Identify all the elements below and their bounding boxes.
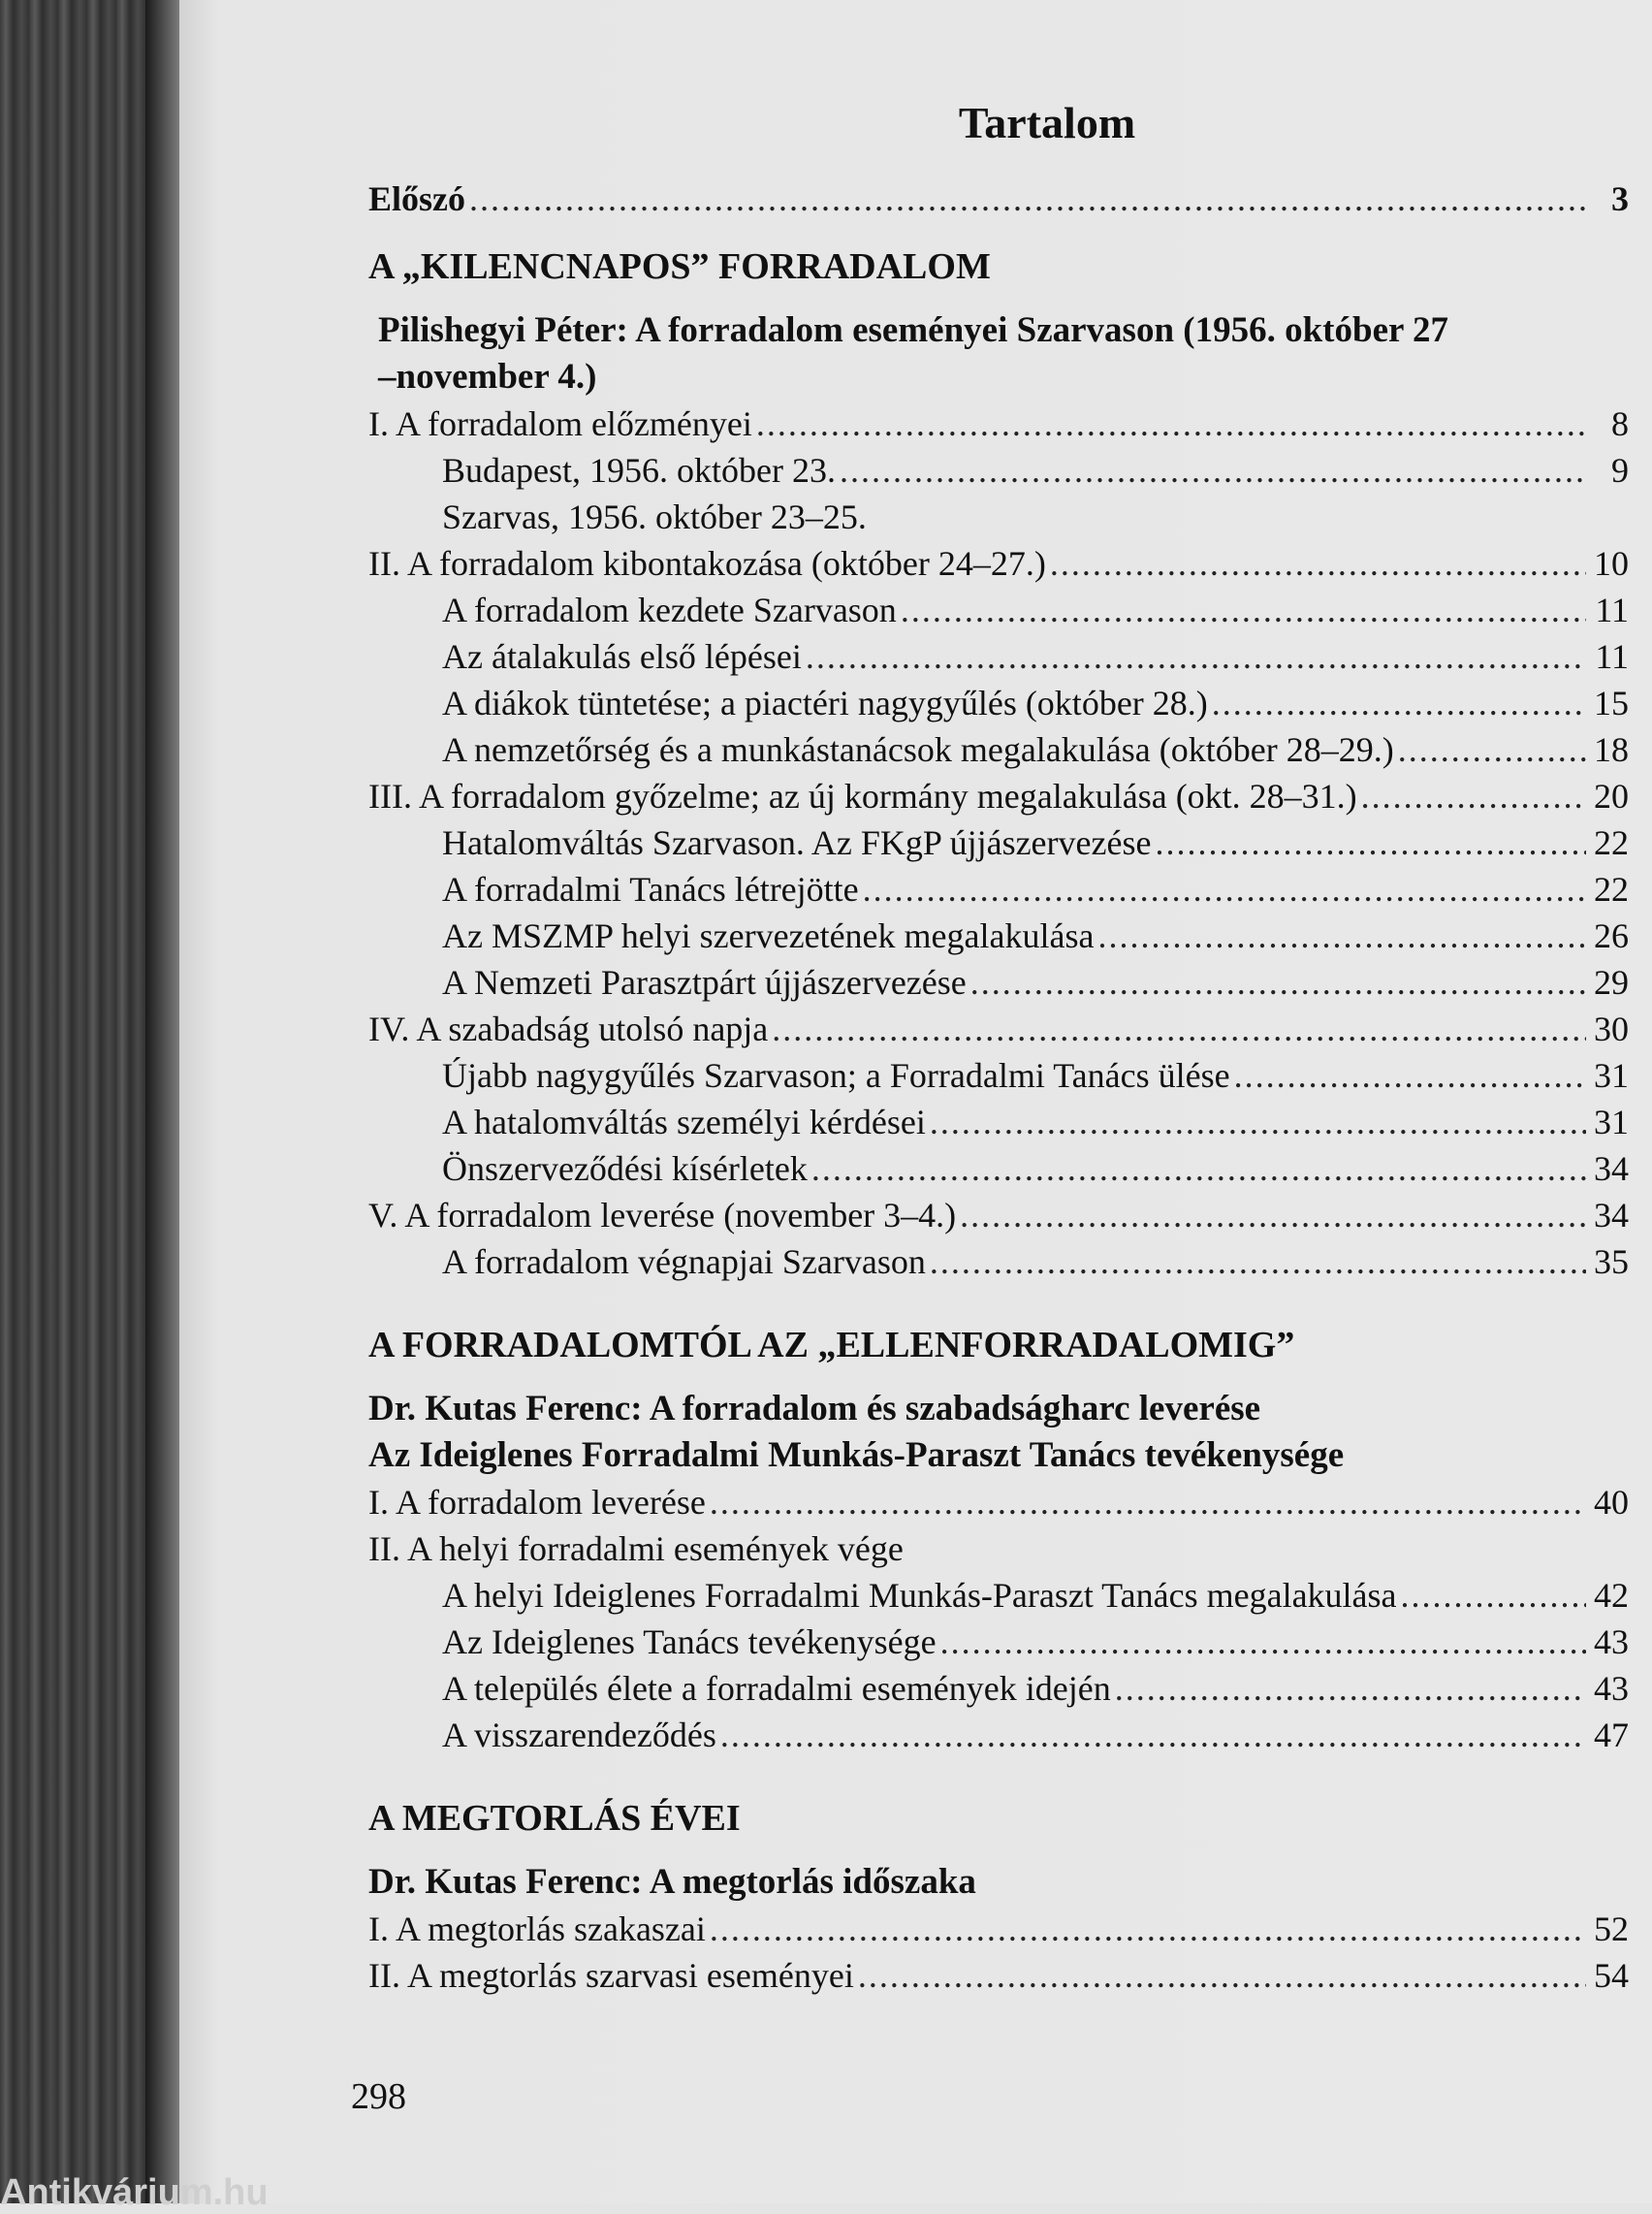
leader-dots bbox=[1234, 1052, 1586, 1099]
author-title-line-1: Pilishegyi Péter: A forradalom eseményei Szarvason (1956. október 27 bbox=[378, 310, 1449, 350]
author-title-line-1: Dr. Kutas Ferenc: A megtorlás időszaka bbox=[368, 1862, 976, 1902]
chapter-author-title bbox=[368, 1386, 1629, 1479]
toc-entry-page: 3 bbox=[1611, 179, 1629, 218]
chapter-author-title bbox=[368, 1859, 1629, 1906]
toc-entry bbox=[368, 1006, 1629, 1052]
toc-entry bbox=[368, 633, 1629, 680]
toc-entry-page: 18 bbox=[1594, 730, 1629, 769]
leader-dots bbox=[811, 1145, 1586, 1192]
toc-entry bbox=[368, 447, 1629, 494]
toc-entry-page: 31 bbox=[1594, 1103, 1629, 1141]
table-of-contents bbox=[368, 97, 1629, 1999]
toc-entry-page: 40 bbox=[1594, 1483, 1629, 1522]
toc-entry-page: 43 bbox=[1594, 1669, 1629, 1708]
toc-entry bbox=[368, 1952, 1629, 1999]
leader-dots bbox=[960, 1192, 1586, 1238]
leader-dots bbox=[840, 447, 1586, 494]
toc-entry bbox=[368, 819, 1629, 866]
toc-entry-page: 35 bbox=[1594, 1242, 1629, 1281]
toc-entry bbox=[368, 1712, 1629, 1758]
leader-dots bbox=[756, 401, 1586, 447]
leader-dots bbox=[863, 866, 1586, 913]
toc-entry bbox=[368, 540, 1629, 587]
toc-entry-text: I. A forradalom leverése bbox=[368, 1483, 706, 1522]
section-heading-1: A „KILENCNAPOS” FORRADALOM bbox=[368, 246, 991, 287]
toc-entry-page: 47 bbox=[1594, 1716, 1629, 1754]
toc-entry-page: 8 bbox=[1611, 404, 1629, 443]
toc-entry-text: Előszó bbox=[368, 179, 466, 218]
toc-entry bbox=[368, 773, 1629, 819]
watermark: Antikvárium.hu bbox=[0, 2172, 269, 2213]
toc-entry-text: A Nemzeti Parasztpárt újjászervezése bbox=[442, 963, 967, 1002]
leader-dots bbox=[710, 1906, 1586, 1952]
leader-dots bbox=[930, 1099, 1586, 1145]
toc-entry-page: 34 bbox=[1594, 1196, 1629, 1235]
toc-entry bbox=[368, 726, 1629, 773]
leader-dots bbox=[1115, 1665, 1586, 1712]
toc-entry-text: Újabb nagygyűlés Szarvason; a Forradalmi Tanács ülése bbox=[442, 1056, 1230, 1095]
toc-entry-page: 22 bbox=[1594, 870, 1629, 909]
toc-entry bbox=[368, 494, 1629, 540]
toc-entry-page: 42 bbox=[1594, 1576, 1629, 1615]
leader-dots bbox=[806, 633, 1586, 680]
toc-entry bbox=[368, 1099, 1629, 1145]
toc-subheading: II. A helyi forradalmi események vége bbox=[368, 1529, 904, 1568]
leader-dots bbox=[720, 1712, 1586, 1758]
toc-entry-text: A hatalomváltás személyi kérdései bbox=[442, 1103, 926, 1141]
leader-dots bbox=[930, 1238, 1586, 1285]
toc-entry-text: Az MSZMP helyi szervezetének megalakulása bbox=[442, 916, 1095, 955]
leader-dots bbox=[970, 959, 1586, 1006]
toc-entry-text: A település élete a forradalmi események idején bbox=[442, 1669, 1111, 1708]
toc-entry bbox=[368, 913, 1629, 959]
toc-entry-page: 52 bbox=[1594, 1909, 1629, 1948]
leader-dots bbox=[469, 176, 1586, 222]
section-2-entries bbox=[368, 1572, 1629, 1758]
toc-entry-text: Önszerveződési kísérletek bbox=[442, 1149, 808, 1188]
toc-entry bbox=[368, 1479, 1629, 1525]
toc-entry-page: 11 bbox=[1595, 591, 1629, 629]
toc-entry-text: I. A forradalom előzményei bbox=[368, 404, 752, 443]
toc-entry-text: A forradalmi Tanács létrejötte bbox=[442, 870, 859, 909]
toc-entry-page: 54 bbox=[1594, 1956, 1629, 1995]
toc-entry-text: A forradalom kezdete Szarvason bbox=[442, 591, 897, 629]
toc-entry-page: 15 bbox=[1594, 684, 1629, 722]
toc-entry bbox=[368, 1619, 1629, 1665]
toc-entry-text: IV. A szabadság utolsó napja bbox=[368, 1010, 769, 1048]
leader-dots bbox=[1398, 726, 1586, 773]
leader-dots bbox=[858, 1952, 1586, 1999]
toc-entry-page: 11 bbox=[1595, 637, 1629, 676]
toc-entry-text: A helyi Ideiglenes Forradalmi Munkás-Paraszt Tanács megalakulása bbox=[442, 1576, 1397, 1615]
toc-entry-page: 30 bbox=[1594, 1010, 1629, 1048]
toc-entry bbox=[368, 1145, 1629, 1192]
toc-entry-text: II. A megtorlás szarvasi eseményei bbox=[368, 1956, 854, 1995]
toc-entry-page: 9 bbox=[1611, 451, 1629, 490]
leader-dots bbox=[1361, 773, 1586, 819]
toc-entry-text: I. A megtorlás szakaszai bbox=[368, 1909, 706, 1948]
toc-entry-page: 31 bbox=[1594, 1056, 1629, 1095]
leader-dots bbox=[940, 1619, 1586, 1665]
section-heading-2: A FORRADALOMTÓL AZ „ELLENFORRADALOMIG” bbox=[368, 1325, 1295, 1365]
toc-entry bbox=[368, 1572, 1629, 1619]
toc-entry-text: Az átalakulás első lépései bbox=[442, 637, 802, 676]
author-title-line-2: Az Ideiglenes Forradalmi Munkás-Paraszt Tanács tevékenysége bbox=[368, 1435, 1345, 1475]
leader-dots bbox=[1050, 540, 1586, 587]
toc-entry-page: 34 bbox=[1594, 1149, 1629, 1188]
toc-entry bbox=[368, 1192, 1629, 1238]
section-heading-3: A MEGTORLÁS ÉVEI bbox=[368, 1798, 741, 1839]
leader-dots bbox=[1155, 819, 1586, 866]
toc-entry-text: Szarvas, 1956. október 23–25. bbox=[442, 497, 867, 536]
leader-dots bbox=[1097, 913, 1586, 959]
toc-entry bbox=[368, 1665, 1629, 1712]
toc-entry-text: III. A forradalom győzelme; az új kormány megalakulása (okt. 28–31.) bbox=[368, 777, 1357, 816]
toc-entry-text: A visszarendeződés bbox=[442, 1716, 716, 1754]
toc-entry bbox=[368, 587, 1629, 633]
section-1-entries bbox=[368, 401, 1629, 1285]
toc-entry-text: Budapest, 1956. október 23. bbox=[442, 451, 836, 490]
toc-entry bbox=[368, 1906, 1629, 1952]
toc-entry-preface bbox=[368, 176, 1629, 222]
toc-entry-page: 10 bbox=[1594, 544, 1629, 583]
toc-entry-text: A nemzetőrség és a munkástanácsok megalakulása (október 28–29.) bbox=[442, 730, 1394, 769]
toc-entry-page: 22 bbox=[1594, 823, 1629, 862]
toc-entry-page: 20 bbox=[1594, 777, 1629, 816]
toc-entry bbox=[368, 401, 1629, 447]
toc-entry-page: 29 bbox=[1594, 963, 1629, 1002]
toc-entry bbox=[368, 1238, 1629, 1285]
leader-dots bbox=[772, 1006, 1586, 1052]
toc-entry bbox=[368, 959, 1629, 1006]
toc-entry-text: V. A forradalom leverése (november 3–4.) bbox=[368, 1196, 957, 1235]
leader-dots bbox=[901, 587, 1586, 633]
gutter-shadow bbox=[145, 0, 184, 2203]
author-title-line-1: Dr. Kutas Ferenc: A forradalom és szabadságharc leverése bbox=[368, 1389, 1261, 1428]
leader-dots bbox=[1401, 1572, 1586, 1619]
toc-entry-page: 43 bbox=[1594, 1622, 1629, 1661]
section-3-entries bbox=[368, 1906, 1629, 1999]
page-number: 298 bbox=[351, 2076, 406, 2117]
toc-entry-text: A forradalom végnapjai Szarvason bbox=[442, 1242, 926, 1281]
chapter-author-title bbox=[368, 307, 1629, 401]
toc-entry-text: A diákok tüntetése; a piactéri nagygyűlés (október 28.) bbox=[442, 684, 1208, 722]
page-title: Tartalom bbox=[958, 98, 1136, 147]
toc-entry bbox=[368, 680, 1629, 726]
toc-entry bbox=[368, 1052, 1629, 1099]
toc-entry-text: Az Ideiglenes Tanács tevékenysége bbox=[442, 1622, 937, 1661]
leader-dots bbox=[1212, 680, 1586, 726]
toc-entry-text: II. A forradalom kibontakozása (október 24–27.) bbox=[368, 544, 1046, 583]
leader-dots bbox=[710, 1479, 1586, 1525]
toc-entry-page: 26 bbox=[1594, 916, 1629, 955]
author-title-line-2: –november 4.) bbox=[378, 357, 597, 397]
toc-entry-text: Hatalomváltás Szarvason. Az FKgP újjászervezése bbox=[442, 823, 1152, 862]
toc-entry bbox=[368, 866, 1629, 913]
